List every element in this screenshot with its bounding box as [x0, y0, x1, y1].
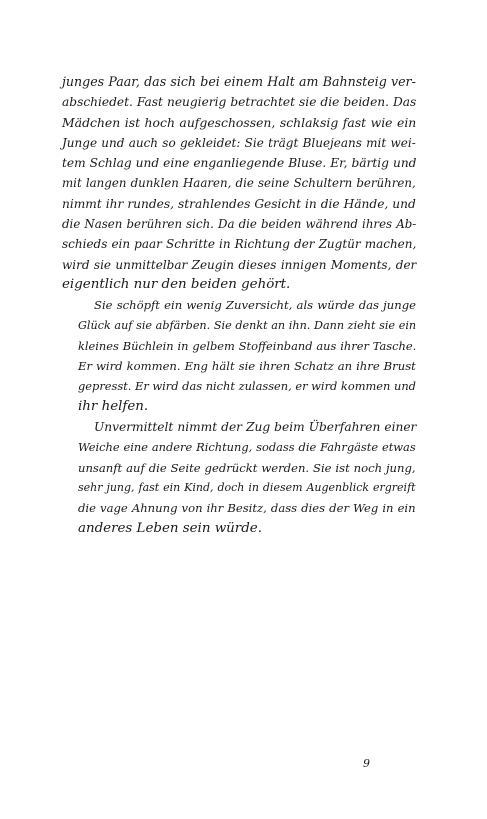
- text-line: Er wird kommen. Eng hält sie ihren Schatz an ihre Brust: [78, 359, 416, 374]
- text-line: eigentlich nur den beiden gehört.: [62, 276, 291, 292]
- text-line: tem Schlag und eine enganliegende Bluse. Er, bärtig und: [62, 156, 417, 171]
- paragraph-3: [62, 417, 416, 539]
- text-line: Junge und auch so gekleidet: Sie trägt Bluejeans mit wei-: [62, 135, 416, 150]
- text-line: Unvermittelt nimmt der Zug beim Überfahren einer: [94, 420, 417, 435]
- text-line: kleines Büchlein in gelbem Stoffeinband aus ihrer Tasche.: [78, 338, 417, 353]
- text-line: die vage Ahnung von ihr Besitz, dass dies der Weg in ein: [78, 501, 416, 516]
- text-line: die Nasen berühren sich. Da die beiden während ihres Ab-: [62, 217, 417, 232]
- text-line: nimmt ihr rundes, strahlendes Gesicht in die Hände, und: [62, 196, 416, 211]
- text-line: Mädchen ist hoch aufgeschossen, schlaksig fast wie ein: [62, 114, 417, 130]
- text-line: mit langen dunklen Haaren, die seine Schultern berühren,: [62, 176, 416, 191]
- text-line: anderes Leben sein würde.: [78, 520, 262, 536]
- text-line: wird sie unmittelbar Zeugin dieses innigen Moments, der: [62, 257, 417, 272]
- text-line: Glück auf sie abfärben. Sie denkt an ihn. Dann zieht sie ein: [78, 318, 417, 332]
- text-line: schieds ein paar Schritte in Richtung der Zugtür machen,: [62, 237, 417, 252]
- body-text: [62, 72, 416, 539]
- paragraph-1: [62, 72, 416, 295]
- paragraph-2: [62, 295, 416, 417]
- text-line: sehr jung, fast ein Kind, doch in diesem Augenblick ergreift: [78, 480, 416, 494]
- text-line: Weiche eine andere Richtung, sodass die Fahrgäste etwas: [78, 440, 416, 455]
- text-line: unsanft auf die Seite gedrückt werden. Sie ist noch jung,: [78, 460, 416, 475]
- text-line: gepresst. Er wird das nicht zulassen, er wird kommen und: [78, 379, 416, 394]
- page-number: 9: [363, 757, 370, 770]
- text-line: Sie schöpft ein wenig Zuversicht, als würde das junge: [94, 298, 416, 313]
- text-line: abschiedet. Fast neugierig betrachtet sie die beiden. Das: [62, 95, 417, 110]
- text-line: junges Paar, das sich bei einem Halt am Bahnsteig ver-: [62, 74, 416, 89]
- text-line: ihr helfen.: [78, 398, 149, 414]
